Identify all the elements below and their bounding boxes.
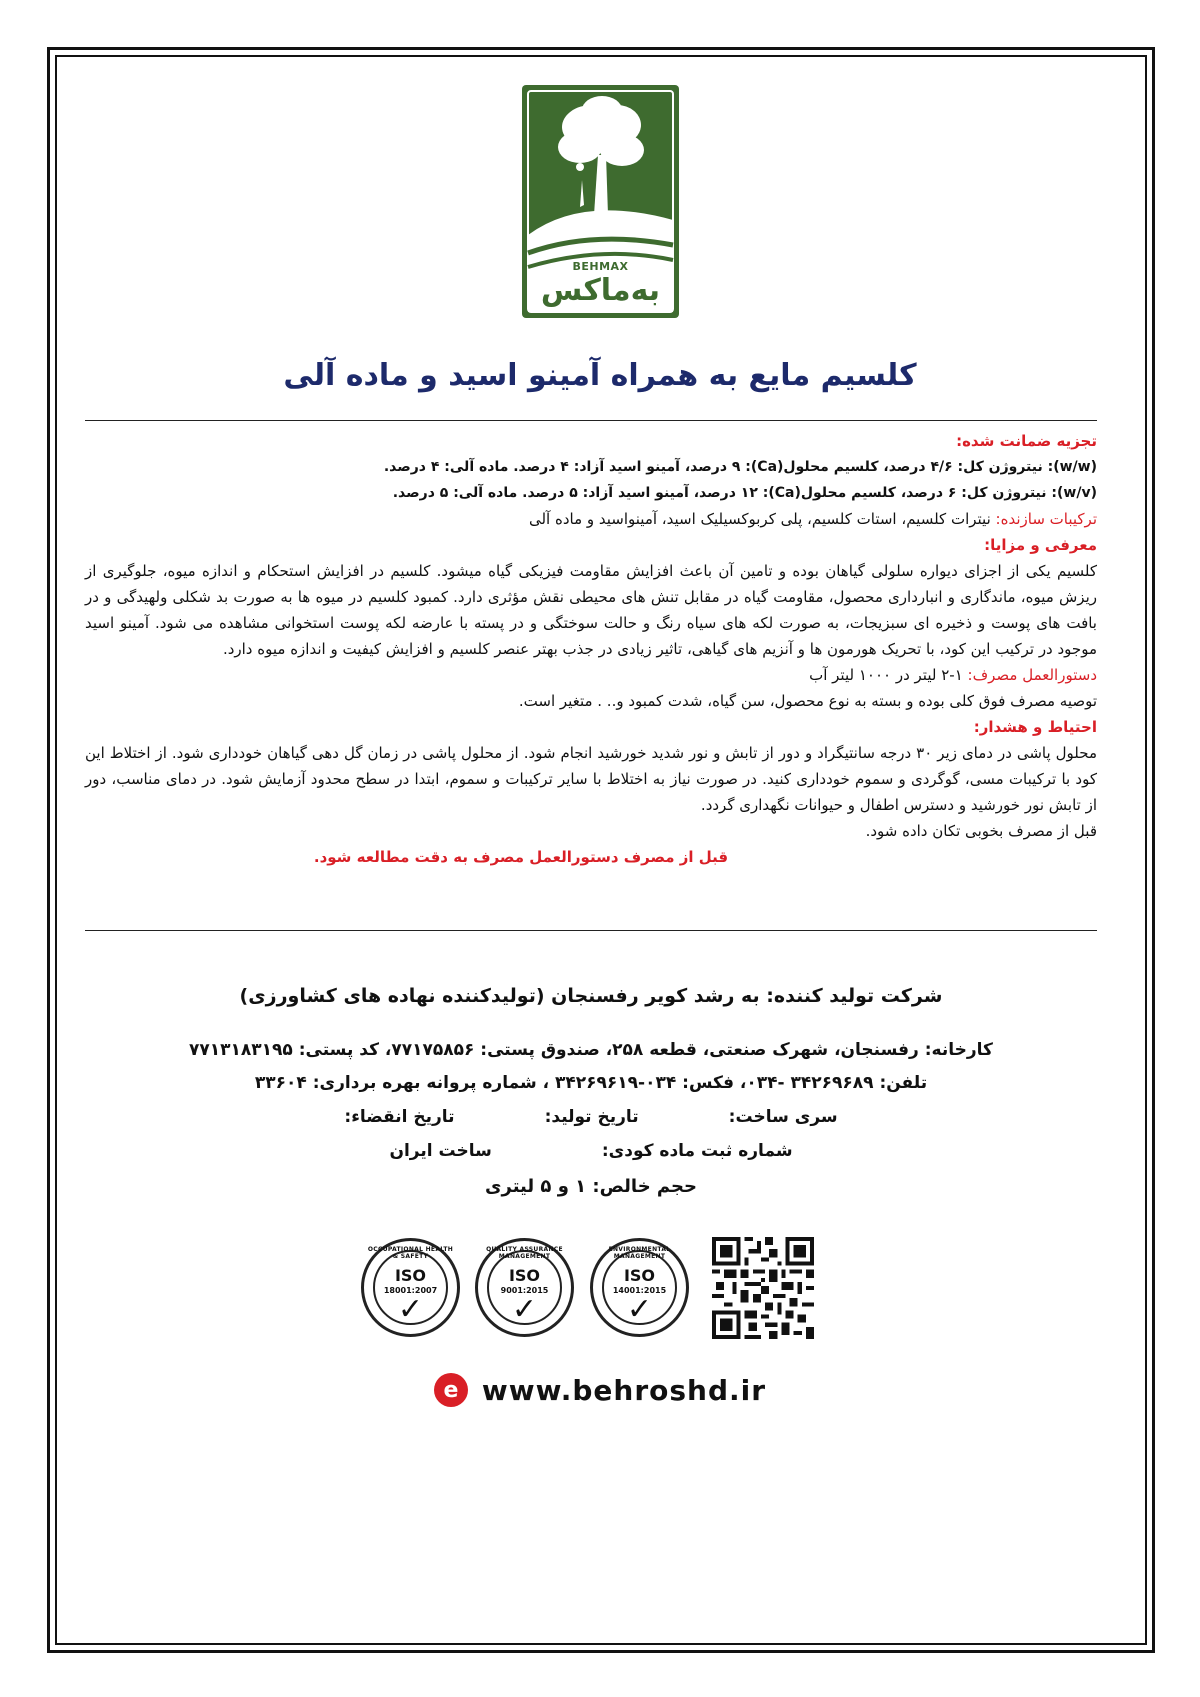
badge-caption: QUALITY ASSURANCE MANAGEMENT xyxy=(486,1246,563,1260)
production-date-label: تاریخ تولید: xyxy=(544,1107,639,1127)
expiry-date-label: تاریخ انقضاء: xyxy=(344,1107,455,1127)
ingredients-text: نیترات کلسیم، استات کلسیم، پلی کربوکسیلیک اسید، آمینواسید و ماده آلی xyxy=(528,510,991,528)
badge-caption: OCCUPATIONAL HEALTH & SAFETY xyxy=(367,1246,454,1260)
made-in-label: ساخت ایران xyxy=(389,1141,492,1161)
serial-label: سری ساخت: xyxy=(728,1107,838,1127)
check-icon: ✓ xyxy=(511,1292,538,1327)
usage-line xyxy=(85,662,1097,688)
iso-14001-badge xyxy=(590,1238,689,1337)
ingredients-line xyxy=(85,506,1097,532)
registration-row xyxy=(85,1141,1097,1161)
badge-number: 9001:2015 xyxy=(500,1286,549,1295)
divider-bottom xyxy=(85,930,1097,931)
phone-fax: تلفن: ۳۴۲۶۹۶۸۹ -۰۳۴، فکس: ۰۳۴-۳۴۲۶۹۶۱۹ ، شماره پروانه بهره برداری: ۳۳۶۰۴ xyxy=(254,1073,928,1093)
registration-label: شماره ثبت ماده کودی: xyxy=(601,1141,793,1161)
caution-text: محلول پاشی در دمای زیر ۳۰ درجه سانتیگراد و دور از تابش و نور شدید خورشید انجام شود. از محلول پاشی در زمان گل دهی گیاهان خودداری شود. از اختلاط این کود با ترکیبات مسی، گوگردی و سموم خودداری کنید. در صورت نیاز به اختلاط با سایر ترکیبات و سموم، ابتدا در سطح محدود آزمایش شود. در دمای مناسب، دور از تابش نور خورشید و دسترس اطفال و حیوانات نگهداری گردد. xyxy=(85,744,1097,814)
qr-code xyxy=(712,1237,814,1339)
batch-info-row xyxy=(85,1107,1097,1127)
intro-heading: معرفی و مزایا: xyxy=(984,536,1097,554)
badge-iso: ISO xyxy=(508,1266,541,1285)
iso-9001-badge xyxy=(475,1238,574,1337)
net-volume: حجم خالص: ۱ و ۵ لیتری xyxy=(485,1176,697,1197)
logo-persian-text: به‌ماکس xyxy=(540,273,661,308)
check-icon: ✓ xyxy=(397,1292,424,1327)
check-icon: ✓ xyxy=(626,1292,653,1327)
guarantee-ww: (w/w): نیتروژن کل: ۴/۶ درصد، کلسیم محلول(Ca): ۹ درصد، آمینو اسید آزاد: ۴ درصد. ماده آلی: ۴ درصد. xyxy=(383,459,1097,475)
logo-latin-text: BEHMAX xyxy=(572,260,629,273)
website-url[interactable]: www.behroshd.ir xyxy=(481,1373,767,1407)
shake-note: قبل از مصرف بخوبی تکان داده شود. xyxy=(865,822,1097,840)
product-title: کلسیم مایع به همراه آمینو اسید و ماده آلی xyxy=(283,358,917,393)
web-e-icon: e xyxy=(434,1373,468,1407)
behmax-logo xyxy=(522,85,679,318)
badge-iso: ISO xyxy=(394,1266,427,1285)
read-instructions-warning: قبل از مصرف دستورالعمل مصرف به دقت مطالعه شود. xyxy=(313,848,729,866)
divider-top xyxy=(85,420,1097,421)
product-description xyxy=(85,428,1097,870)
caution-heading: احتیاط و هشدار: xyxy=(973,718,1097,736)
usage-label: دستورالعمل مصرف: xyxy=(967,666,1097,684)
badge-number: 18001:2007 xyxy=(383,1286,438,1295)
website-footer xyxy=(0,1373,1200,1407)
badge-caption: ENVIRONMENTAL MANAGEMENT xyxy=(608,1246,671,1260)
manufacturer: شرکت تولید کننده: به رشد کویر رفسنجان (تولیدکننده نهاده های کشاورزی) xyxy=(239,985,943,1007)
guarantee-wv: (w/v): نیتروژن کل: ۶ درصد، کلسیم محلول(Ca): ۱۲ درصد، آمینو اسید آزاد: ۵ درصد. ماده آلی: ۵ درصد. xyxy=(392,485,1097,501)
badge-number: 14001:2015 xyxy=(612,1286,667,1295)
intro-text: کلسیم یکی از اجزای دیواره سلولی گیاهان بوده و تامین آن باعث افزایش مقاومت فیزیکی گیاه میشود. کلسیم در افزایش استحکام و اندازه میوه، جلوگیری از ریزش میوه، ماندگاری و انبارداری محصول، مقاومت گیاه در مقابل تنش های محیطی نقش مؤثری دارد. کمبود کلسیم در میوه ها به صورت بد شکلی ولهیدگی و در بافت های پوست و ذخیره ای سبزیجات، به صورت لکه های سیاه رنگ و حالت سوختگی و در پسته با عارضه لکه پوست استخوانی مشاهده می شود. آمینو اسید موجود در ترکیب این کود، با تحریک هورمون ها و آنزیم های گیاهی، تاثیر زیادی در جذب بهتر عنصر کلسیم و افزایش کیفیت و اندازه میوه دارد. xyxy=(85,562,1097,658)
guarantee-heading: تجزیه ضمانت شده: xyxy=(956,432,1097,450)
usage-value: ۱-۲ لیتر در ۱۰۰۰ لیتر آب xyxy=(809,666,963,684)
factory-address: کارخانه: رفسنجان، شهرک صنعتی، قطعه ۲۵۸، صندوق پستی: ۷۷۱۷۵۸۵۶، کد پستی: ۷۷۱۳۱۸۳۱۹۵ xyxy=(189,1040,993,1060)
ingredients-label: ترکیبات سازنده: xyxy=(995,510,1097,528)
badge-iso: ISO xyxy=(623,1266,656,1285)
iso-18001-badge xyxy=(361,1238,460,1337)
usage-note: توصیه مصرف فوق کلی بوده و بسته به نوع محصول، سن گیاه، شدت کمبود و.. . متغیر است. xyxy=(518,692,1097,710)
